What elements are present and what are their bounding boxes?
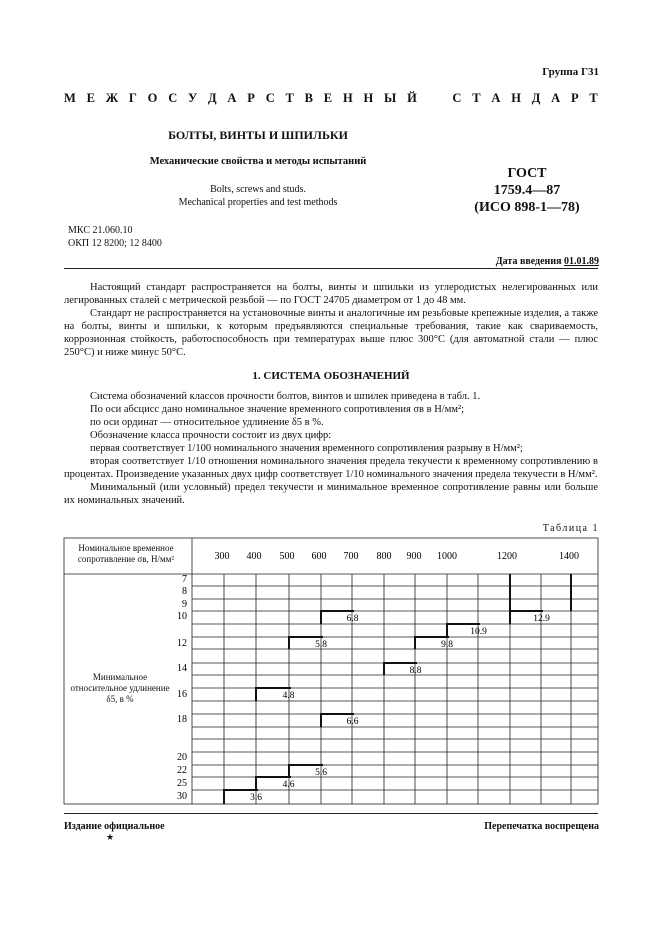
y-tick-22: 22 <box>177 765 187 776</box>
paragraph-1: Настоящий стандарт распространяется на болты, винты и шпильки из углеродистых нелегированных или легированных сталей с метрической резьбой — по ГОСТ 24705 диаметром от 1 до 48 мм. <box>64 282 598 306</box>
intro-date-value: 01.01.89 <box>564 256 599 267</box>
y-tick-14: 14 <box>177 663 187 674</box>
class-label-4.8: 4.8 <box>282 691 295 701</box>
doc-title: БОЛТЫ, ВИНТЫ И ШПИЛЬКИ <box>168 128 348 142</box>
y-tick-30: 30 <box>177 791 187 802</box>
x-tick-1400: 1400 <box>559 551 579 562</box>
class-label-9.8: 9.8 <box>441 640 453 650</box>
x-tick-400: 400 <box>246 551 262 562</box>
class-label-12.9: 12.9 <box>533 614 550 624</box>
class-label-6.6: 6.6 <box>346 717 359 727</box>
class-label-5.6: 5.6 <box>315 768 327 778</box>
iso-code: (ИСО 898-1—78) <box>474 200 580 215</box>
paragraph-2: Стандарт не распространяется на установочные винты и аналогичные им резьбовые крепежные изделия, а также на болты, винты и шпильки, к которым предъявляются специальные требования, такие как свариваемость, коррозионная стойкость, работоспособность при температурах выше плюс 300°С (для автоматной стали — плюс 250°С) и ниже минус 50°С. <box>64 308 598 358</box>
doc-subtitle: Механические свойства и методы испытаний <box>149 156 367 167</box>
group-code: Группа Г31 <box>542 66 599 78</box>
banner-l-10: С <box>265 91 275 105</box>
section-p6: вторая соответствует 1/10 отношения номинального значения предела текучести к временному сопротивлению в процентах. Произведение указанных двух цифр соответствует 1/10 номинального значения предела текучести в Н/мм². <box>64 456 598 480</box>
x-tick-300: 300 <box>214 551 230 562</box>
mks-code: МКС 21.060.10 <box>68 225 133 236</box>
banner-l-1: Е <box>86 91 95 105</box>
class-label-4.6: 4.6 <box>282 780 295 790</box>
reprint-note: Перепечатка воспрещена <box>484 821 599 832</box>
doc-title-en-2: Mechanical properties and test methods <box>178 197 338 208</box>
class-label-6.8: 6.8 <box>346 614 359 624</box>
banner-r-6: Р <box>570 91 579 105</box>
section-heading: 1. СИСТЕМА ОБОЗНАЧЕНИЙ <box>252 370 410 382</box>
col-header: Номинальное временное сопротивление σв, Н/мм² <box>77 543 175 564</box>
intro-date-label: Дата введения <box>495 256 562 267</box>
banner-l-12: В <box>304 91 313 105</box>
banner-r-0: С <box>452 91 462 105</box>
x-tick-900: 900 <box>406 551 422 562</box>
banner-l-17: Й <box>407 91 417 105</box>
x-tick-800: 800 <box>376 551 392 562</box>
banner-l-2: Ж <box>105 91 119 105</box>
banner-l-4: О <box>147 91 158 105</box>
edition-note: Издание официальное <box>64 821 165 832</box>
banner-r-1: Т <box>472 91 481 105</box>
table-label: Таблица 1 <box>542 523 599 534</box>
y-tick-16: 16 <box>177 689 187 700</box>
banner-r-2: А <box>491 91 501 105</box>
section-p1: Система обозначений классов прочности болтов, винтов и шпилек приведена в табл. 1. <box>90 391 481 402</box>
class-label-5.8: 5.8 <box>315 640 327 650</box>
banner-l-3: Г <box>128 91 137 105</box>
banner-l-8: А <box>227 91 237 105</box>
x-tick-1000: 1000 <box>437 551 457 562</box>
banner-l-13: Е <box>323 91 333 105</box>
y-tick-25: 25 <box>177 778 187 789</box>
banner-l-5: С <box>168 91 178 105</box>
banner-r-7: Т <box>589 91 598 105</box>
y-tick-12: 12 <box>177 638 187 649</box>
section-p4: Обозначение класса прочности состоит из двух цифр: <box>90 430 332 441</box>
banner-l-9: Р <box>247 91 255 105</box>
class-label-3.6: 3.6 <box>250 793 262 803</box>
banner-l-6: У <box>188 91 198 105</box>
banner-l-16: Ы <box>384 91 397 105</box>
x-tick-1200: 1200 <box>497 551 517 562</box>
section-p3: по оси ординат — относительное удлинение δ5 в %. <box>90 417 324 428</box>
okp-code: ОКП 12 8200; 12 8400 <box>68 238 162 249</box>
y-tick-7: 7 <box>182 574 187 585</box>
star-icon: ★ <box>106 832 115 842</box>
doc-title-en-1: Bolts, screws and studs. <box>210 184 306 195</box>
y-tick-9: 9 <box>182 599 187 610</box>
class-label-8.8: 8.8 <box>409 666 422 676</box>
banner-r-4: Д <box>531 91 541 105</box>
gost-label: ГОСТ <box>507 166 547 181</box>
section-p2: По оси абсцисс дано номинальное значение временного сопротивления σв в Н/мм²; <box>90 404 465 415</box>
section-p5: первая соответствует 1/100 номинального значения временного сопротивления разрыву в Н/мм²; <box>90 443 523 454</box>
banner-r-5: А <box>551 91 561 105</box>
banner-l-11: Т <box>285 91 294 105</box>
row-header: Минимальное относительное удлинение δ5, в % <box>70 672 170 704</box>
banner-l-7: Д <box>208 91 217 105</box>
y-tick-10: 10 <box>177 611 187 622</box>
y-tick-18: 18 <box>177 714 187 725</box>
banner-r-3: Н <box>511 91 521 105</box>
class-label-10.9: 10.9 <box>470 627 487 637</box>
x-tick-700: 700 <box>343 551 359 562</box>
y-tick-8: 8 <box>182 586 187 597</box>
x-tick-600: 600 <box>311 551 327 562</box>
banner-l-0: М <box>64 91 76 105</box>
banner-l-15: Н <box>363 91 374 105</box>
section-p7: Минимальный (или условный) предел текучести и минимальное временное сопротивление равны или больше их номинальных значений. <box>64 482 598 506</box>
table-frame <box>64 538 598 804</box>
x-tick-500: 500 <box>279 551 295 562</box>
y-tick-20: 20 <box>177 752 187 763</box>
gost-code: 1759.4—87 <box>493 183 561 198</box>
banner-l-14: Н <box>342 91 353 105</box>
